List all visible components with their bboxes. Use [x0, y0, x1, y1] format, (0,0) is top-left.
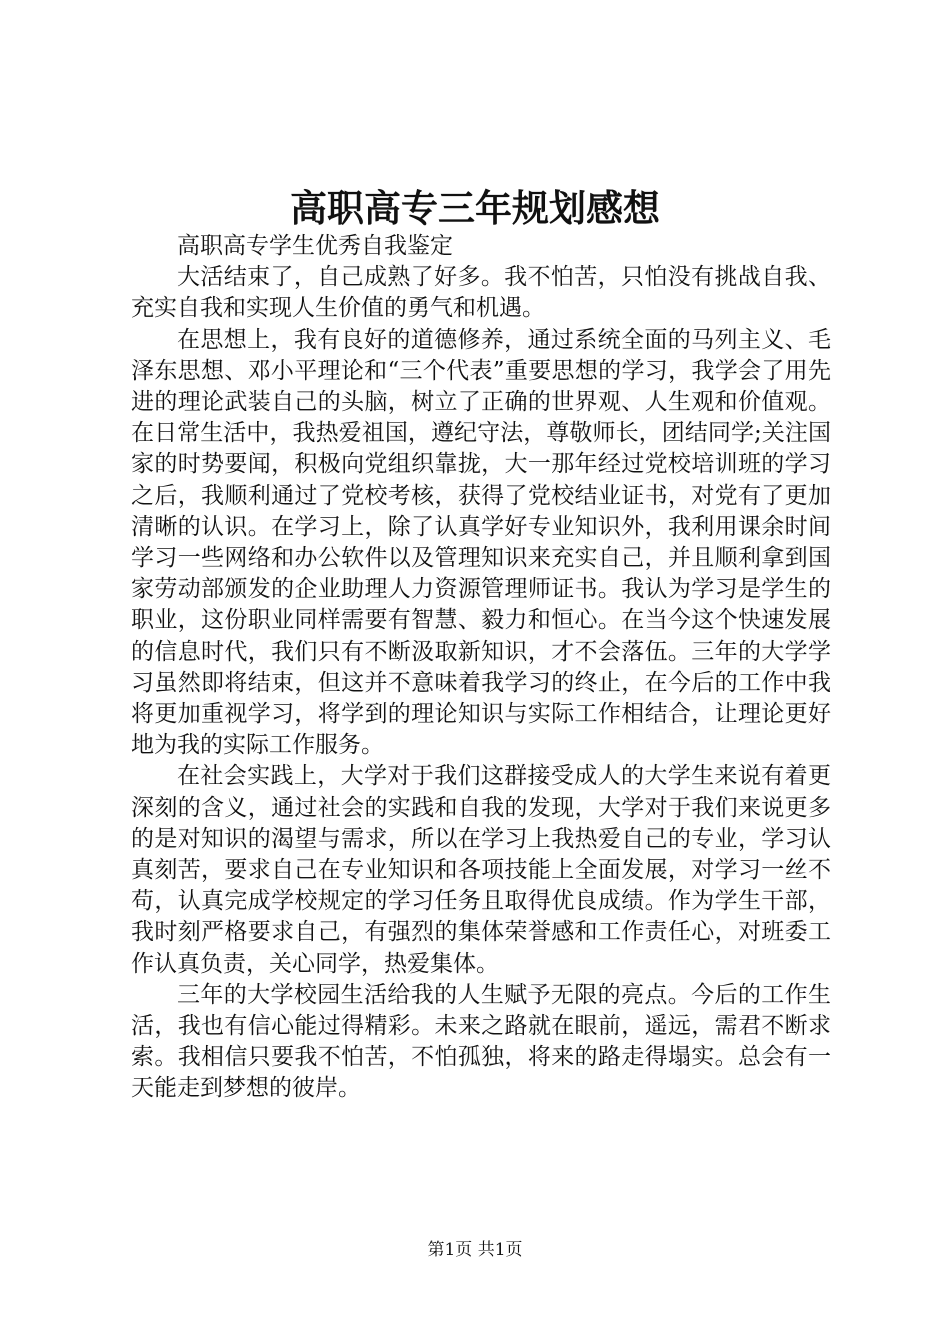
page-number-footer: 第1页 共1页 — [427, 1240, 523, 1260]
document-title: 高职高专三年规划感想 — [290, 186, 660, 230]
document-body — [131, 231, 831, 1105]
subtitle-paragraph: 高职高专学生优秀自我鉴定 — [177, 233, 453, 259]
body-paragraph: 在思想上，我有良好的道德修养，通过系统全面的马列主义、毛泽东思想、邓小平理论和“三个代表”重要思想的学习，我学会了用先进的理论武装自己的头脑，树立了正确的世界观、人生观和价值观。在日常生活中，我热爱祖国，遵纪守法，尊敬师长，团结同学;关注国家的时势要闻，积极向党组织靠拢，大一那年经过党校培训班的学习之后，我顺利通过了党校考核，获得了党校结业证书，对党有了更加清晰的认识。在学习上，除了认真学好专业知识外，我利用课余时间学习一些网络和办公软件以及管理知识来充实自己，并且顺利拿到国家劳动部颁发的企业助理人力资源管理师证书。我认为学习是学生的职业，这份职业同样需要有智慧、毅力和恒心。在当今这个快速发展的信息时代，我们只有不断汲取新知识，才不会落伍。三年的大学学习虽然即将结束，但这并不意味着我学习的终止，在今后的工作中我将更加重视学习，将学到的理论知识与实际工作相结合，让理论更好地为我的实际工作服务。 — [131, 326, 831, 759]
body-paragraph: 大活结束了，自己成熟了好多。我不怕苦，只怕没有挑战自我、充实自我和实现人生价值的勇气和机遇。 — [131, 264, 831, 322]
body-paragraph: 三年的大学校园生活给我的人生赋予无限的亮点。今后的工作生活，我也有信心能过得精彩。未来之路就在眼前，遥远，需君不断求索。我相信只要我不怕苦，不怕孤独，将来的路走得塌实。总会有一天能走到梦想的彼岸。 — [131, 981, 831, 1102]
body-paragraph: 在社会实践上，大学对于我们这群接受成人的大学生来说有着更深刻的含义，通过社会的实践和自我的发现，大学对于我们来说更多的是对知识的渴望与需求，所以在学习上我热爱自己的专业，学习认真刻苦，要求自己在专业知识和各项技能上全面发展，对学习一丝不苟，认真完成学校规定的学习任务且取得优良成绩。作为学生干部，我时刻严格要求自己，有强烈的集体荣誉感和工作责任心，对班委工作认真负责，关心同学，热爱集体。 — [131, 763, 831, 977]
